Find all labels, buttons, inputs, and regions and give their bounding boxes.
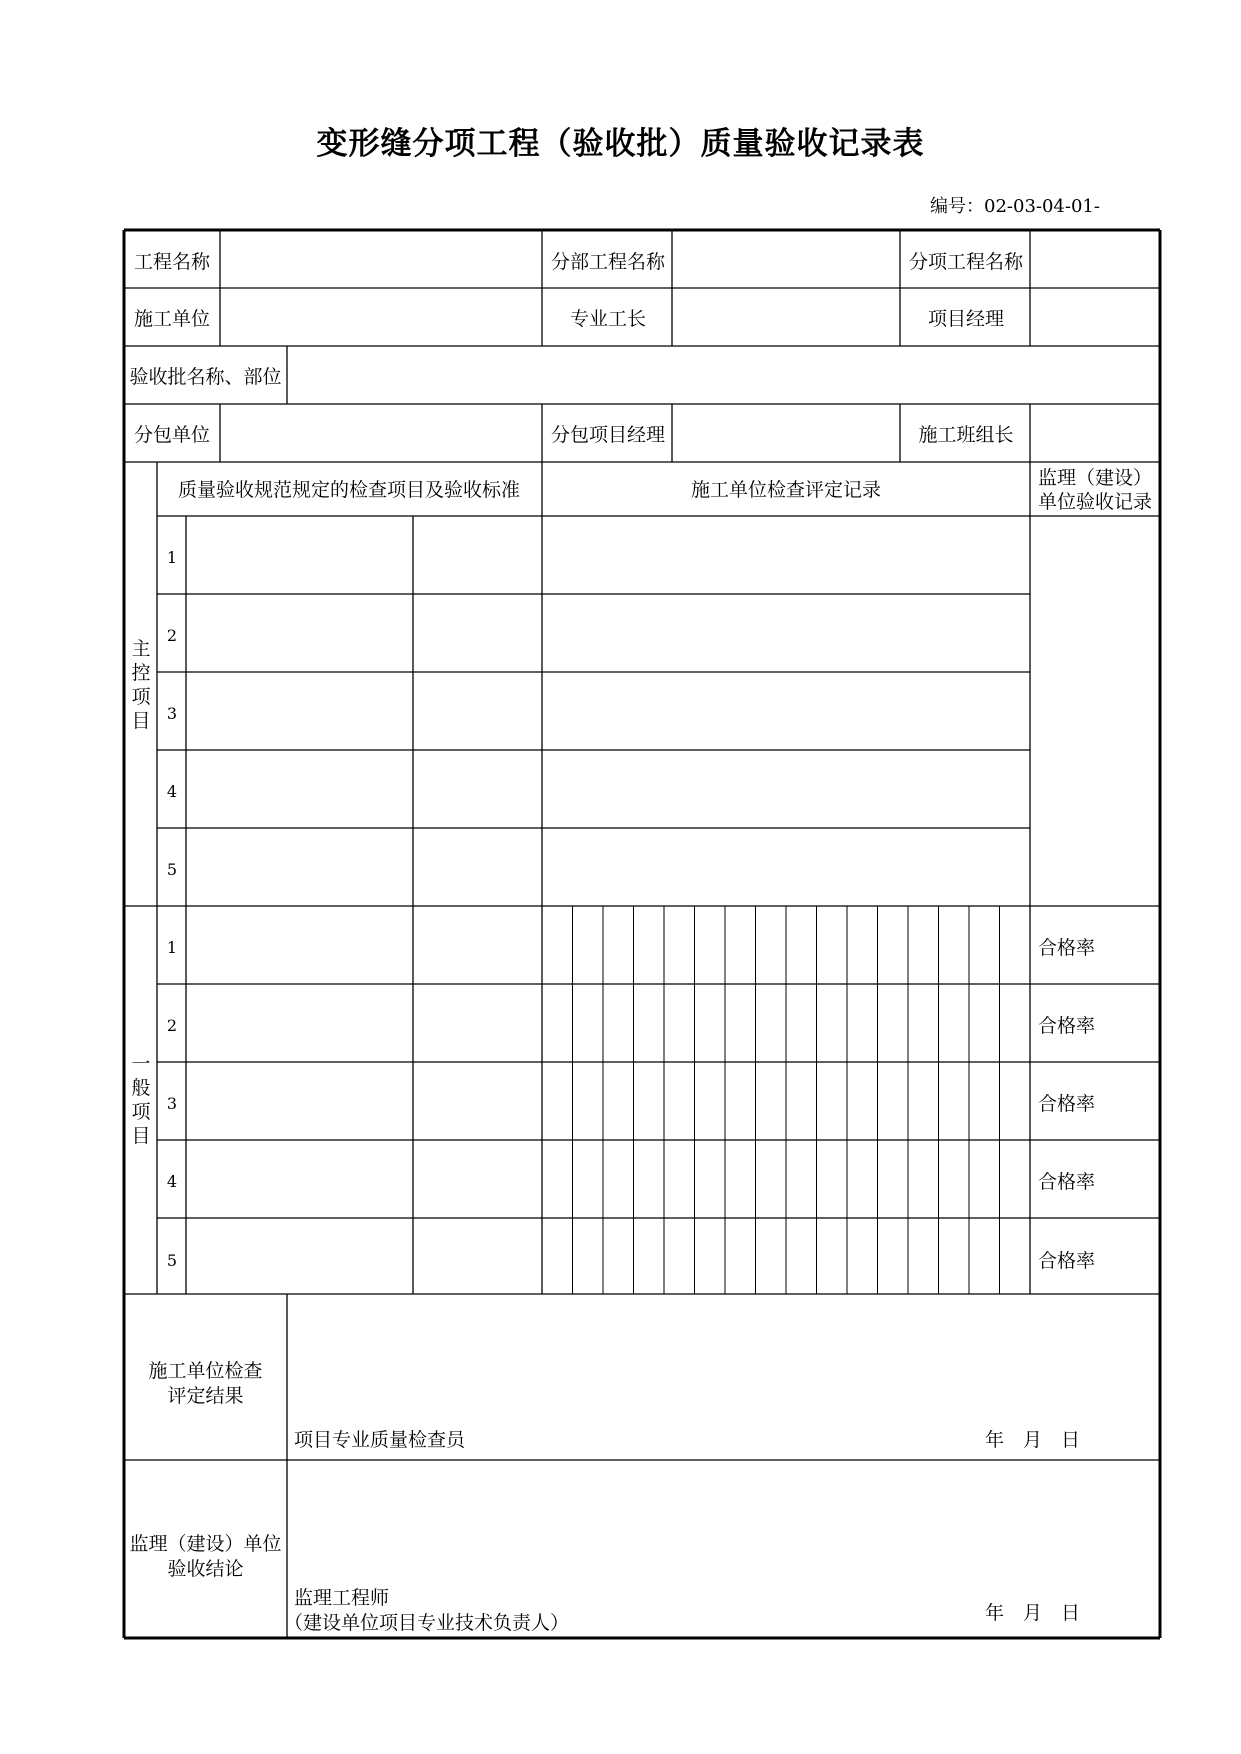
contractor-result-date: 年 月 日 xyxy=(985,1429,1081,1451)
project-name-label: 工程名称 xyxy=(133,251,210,273)
pm-label: 项目经理 xyxy=(927,308,1004,330)
supervisor-record-header-line1: 监理（建设） xyxy=(1038,467,1153,489)
contractor-label: 施工单位 xyxy=(133,308,210,330)
standard-column-header: 质量验收规范规定的检查项目及验收标准 xyxy=(177,479,520,501)
supervisor-conclusion-label-line1: 监理（建设）单位 xyxy=(129,1533,282,1555)
contractor-record-header: 施工单位检查评定记录 xyxy=(690,479,881,501)
owner-technical-lead-signature: （建设单位项目专业技术负责人） xyxy=(284,1612,570,1634)
general-items-label: 一般项目 xyxy=(131,1053,151,1147)
main-item-number: 1 xyxy=(166,548,178,567)
supervisor-conclusion-label-line2: 验收结论 xyxy=(167,1558,244,1580)
pass-rate-label: 合格率 xyxy=(1038,937,1096,959)
main-item-number: 4 xyxy=(166,782,178,801)
sub-pm-label: 分包项目经理 xyxy=(550,424,665,446)
page-title: 变形缝分项工程（验收批）质量验收记录表 xyxy=(316,126,925,162)
general-item-number: 4 xyxy=(166,1172,178,1191)
general-item-number: 1 xyxy=(166,938,178,957)
supervising-engineer-signature: 监理工程师 xyxy=(294,1587,390,1609)
main-item-number: 5 xyxy=(166,860,178,879)
pass-rate-label: 合格率 xyxy=(1038,1093,1096,1115)
sub-item-label: 分项工程名称 xyxy=(908,251,1023,273)
main-items-label: 主控项目 xyxy=(131,638,151,732)
general-item-number: 3 xyxy=(166,1094,178,1113)
team-leader-label: 施工班组长 xyxy=(918,424,1014,446)
supervisor-conclusion-date: 年 月 日 xyxy=(985,1602,1081,1624)
main-item-number: 3 xyxy=(166,704,178,723)
foreman-label: 专业工长 xyxy=(569,308,646,330)
quality-inspector-signature: 项目专业质量检查员 xyxy=(294,1429,466,1451)
pass-rate-label: 合格率 xyxy=(1038,1171,1096,1193)
main-item-number: 2 xyxy=(166,626,178,645)
contractor-result-label-line1: 施工单位检查 xyxy=(148,1360,263,1382)
contractor-result-label-line2: 评定结果 xyxy=(167,1385,244,1407)
general-item-number: 2 xyxy=(166,1016,178,1035)
subcontractor-label: 分包单位 xyxy=(133,424,210,446)
supervisor-record-header-line2: 单位验收记录 xyxy=(1038,491,1153,513)
general-item-number: 5 xyxy=(166,1251,178,1270)
batch-label: 验收批名称、部位 xyxy=(129,366,282,388)
pass-rate-label: 合格率 xyxy=(1038,1015,1096,1037)
pass-rate-label: 合格率 xyxy=(1038,1250,1096,1272)
sub-division-label: 分部工程名称 xyxy=(550,251,665,273)
document-number: 编号：02-03-04-01- xyxy=(930,196,1100,217)
